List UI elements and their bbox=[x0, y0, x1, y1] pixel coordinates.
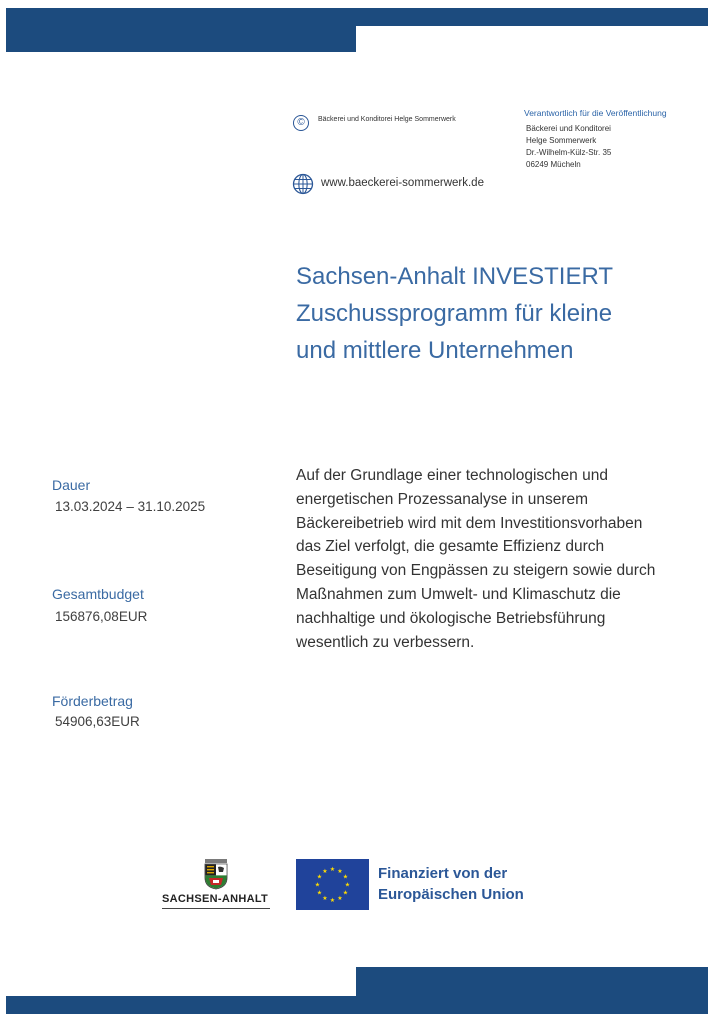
copyright-icon: © bbox=[293, 115, 309, 131]
description-line: Beseitigung von Engpässen zu steigern sowie durch bbox=[296, 562, 656, 580]
svg-text:★: ★ bbox=[329, 897, 336, 904]
description-line: nachhaltige und ökologische Betriebsführung bbox=[296, 609, 606, 627]
description bbox=[296, 464, 716, 654]
description-line: Auf der Grundlage einer technologischen und bbox=[296, 467, 608, 484]
budget-value: 156876,08EUR bbox=[55, 609, 148, 624]
responsible-line: Bäckerei und Konditorei bbox=[526, 124, 611, 133]
headline-line: Sachsen-Anhalt INVESTIERT bbox=[296, 263, 614, 290]
svg-text:★: ★ bbox=[316, 889, 323, 897]
svg-text:★: ★ bbox=[344, 881, 351, 889]
responsible-line: Dr.-Wilhelm-Külz-Str. 35 bbox=[526, 148, 612, 157]
headline-line: und mittlere Unternehmen bbox=[296, 337, 574, 364]
responsible-line: Helge Sommerwerk bbox=[526, 136, 597, 145]
svg-text:★: ★ bbox=[337, 868, 343, 875]
globe-icon bbox=[292, 173, 314, 195]
svg-text:★: ★ bbox=[316, 873, 323, 881]
eu-text-line: Finanziert von der bbox=[378, 865, 508, 882]
svg-text:★: ★ bbox=[314, 881, 321, 889]
bottom-bar-thick bbox=[356, 967, 708, 1014]
budget-label: Gesamtbudget bbox=[52, 586, 144, 602]
svg-text:★: ★ bbox=[322, 895, 328, 902]
headline-line: Zuschussprogramm für kleine bbox=[296, 300, 613, 327]
sachsen-anhalt-label: SACHSEN-ANHALT bbox=[162, 893, 269, 905]
svg-text:★: ★ bbox=[342, 873, 349, 881]
responsible-line: 06249 Mücheln bbox=[526, 160, 581, 169]
description-line: Bäckereibetrieb wird mit dem Investitionsvorhaben bbox=[296, 514, 643, 532]
eu-funding-text bbox=[378, 863, 524, 905]
funding-value: 54906,63EUR bbox=[55, 714, 140, 729]
sachsen-anhalt-underline bbox=[162, 908, 270, 909]
description-line: Maßnahmen zum Umwelt- und Klimaschutz die bbox=[296, 585, 621, 603]
copyright-text: Bäckerei und Konditorei Helge Sommerwerk bbox=[318, 116, 456, 123]
duration-label: Dauer bbox=[52, 477, 91, 493]
funding-label: Förderbetrag bbox=[52, 693, 133, 709]
eu-text-line: Europäischen Union bbox=[378, 886, 524, 903]
svg-text:★: ★ bbox=[342, 889, 349, 897]
responsible-title: Verantwortlich für die Veröffentlichung bbox=[524, 108, 667, 118]
website-link[interactable]: www.baeckerei-sommerwerk.de bbox=[321, 177, 484, 189]
headline bbox=[296, 258, 696, 369]
top-bar-thick bbox=[6, 8, 356, 52]
svg-text:★: ★ bbox=[329, 866, 336, 873]
sachsen-anhalt-crest-icon bbox=[203, 858, 229, 890]
duration-value: 13.03.2024 – 31.10.2025 bbox=[55, 499, 206, 514]
svg-text:★: ★ bbox=[322, 868, 328, 875]
description-line: energetischen Prozessanalyse in unserem bbox=[296, 490, 589, 508]
description-line: wesentlich zu verbessern. bbox=[296, 633, 475, 651]
description-line: das Ziel verfolgt, die gesamte Effizienz durch bbox=[296, 538, 605, 556]
svg-text:★: ★ bbox=[337, 895, 343, 902]
eu-flag-icon bbox=[296, 859, 369, 910]
